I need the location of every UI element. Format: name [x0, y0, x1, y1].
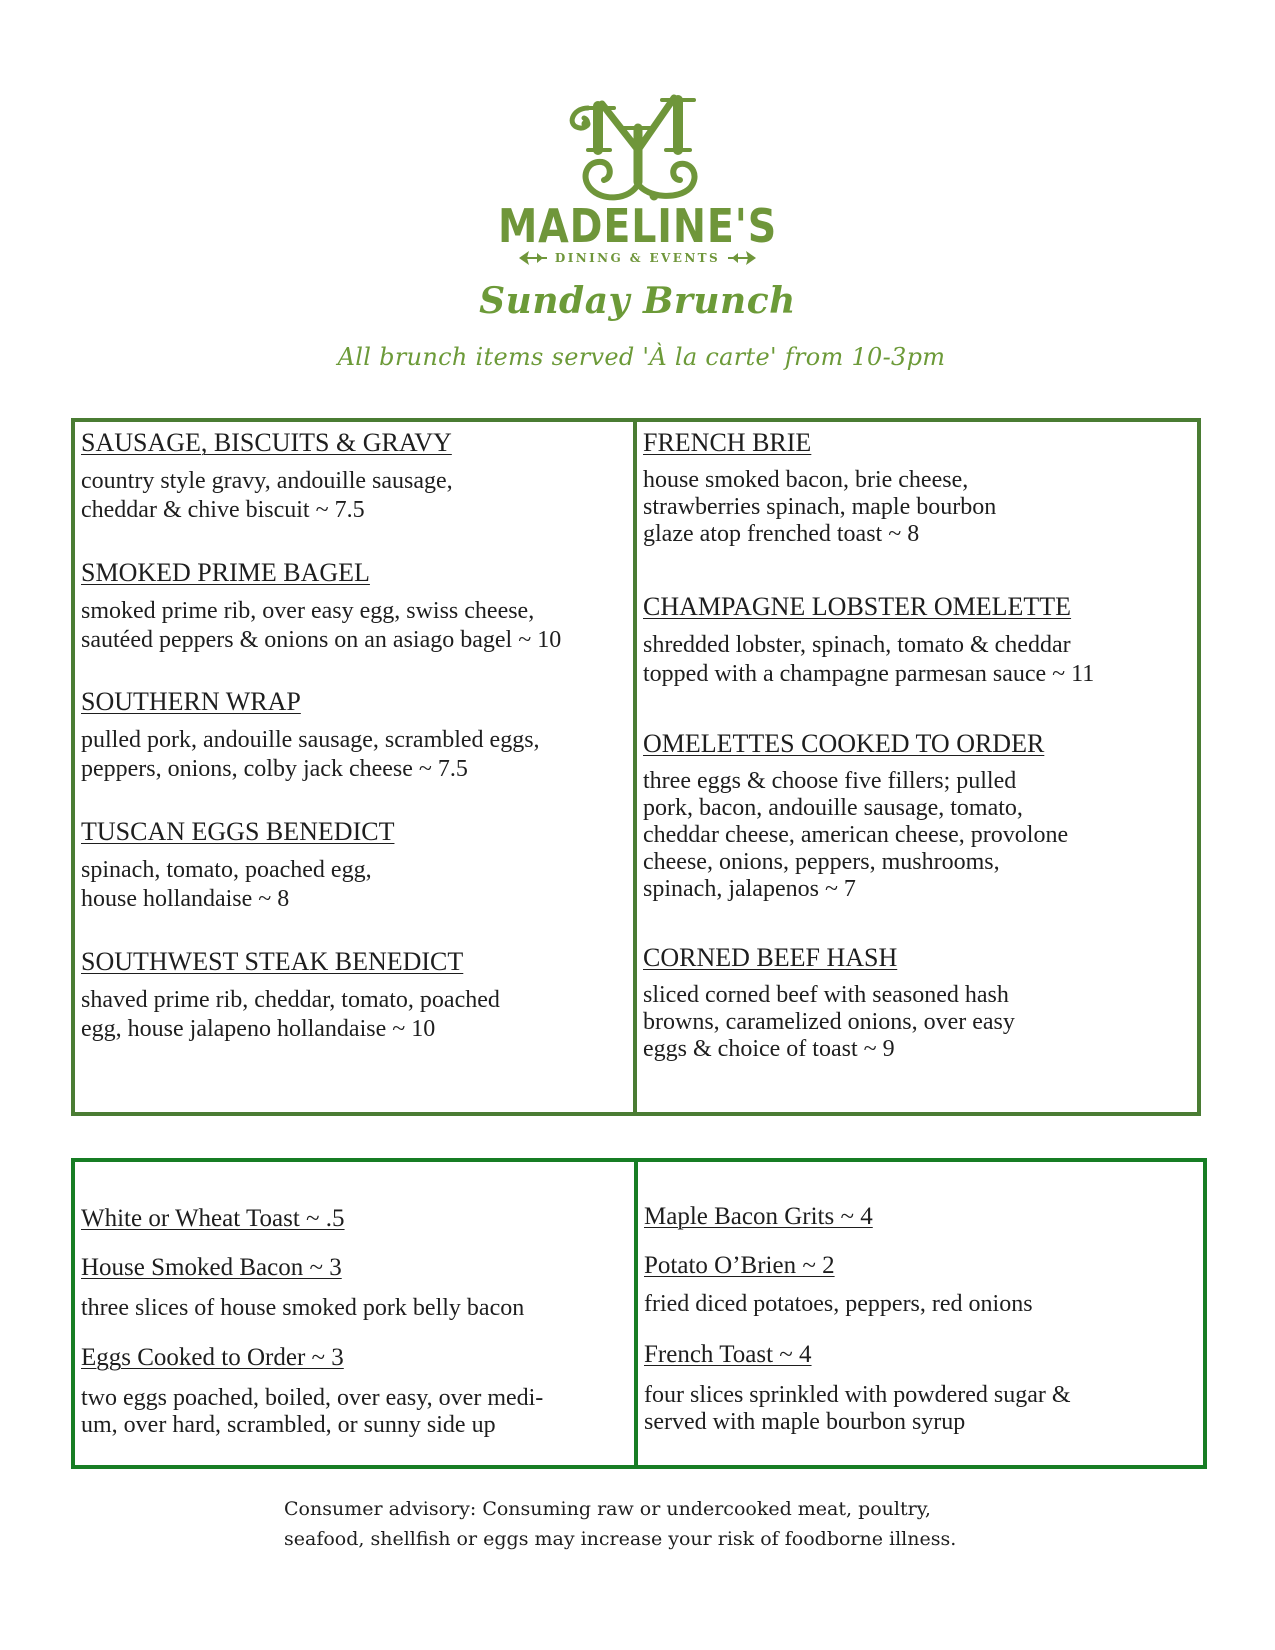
side-item-title: French Toast ~ 4	[644, 1341, 812, 1368]
side-item-description: three slices of house smoked pork belly bacon	[81, 1295, 525, 1321]
menu-item-desc-line: pulled pork, andouille sausage, scrambled eggs,	[81, 727, 540, 753]
menu-item-desc-line: spinach, tomato, poached egg,	[81, 857, 372, 883]
menu-item	[81, 428, 629, 525]
sides-column-left	[75, 1162, 638, 1465]
menu-item-desc-line: browns, caramelized onions, over easy	[643, 1009, 1015, 1035]
side-item-desc-line: four slices sprinkled with powdered sugar &	[644, 1382, 1071, 1408]
menu-item-title: CHAMPAGNE LOBSTER OMELETTE	[643, 592, 1072, 621]
advisory-line: Consumer advisory: Consuming raw or undercooked meat, poultry,	[284, 1498, 931, 1520]
side-item	[644, 1340, 1199, 1436]
menu-item	[81, 558, 629, 655]
side-item-title: Potato O’Brien ~ 2	[644, 1252, 835, 1279]
menu-item-title: TUSCAN EGGS BENEDICT	[81, 817, 395, 846]
menu-item-desc-line: shaved prime rib, cheddar, tomato, poached	[81, 987, 500, 1013]
side-item-title: Eggs Cooked to Order ~ 3	[81, 1344, 344, 1371]
side-item-desc-line: served with maple bourbon syrup	[644, 1409, 966, 1435]
main-menu-box	[71, 418, 1201, 1116]
sides-menu-box	[71, 1158, 1207, 1469]
menu-item-desc-line: sliced corned beef with seasoned hash	[643, 982, 1009, 1008]
side-item-desc-line: um, over hard, scrambled, or sunny side up	[81, 1412, 496, 1438]
menu-item	[643, 592, 1193, 689]
menu-item	[643, 428, 1193, 548]
menu-item-desc-line: pork, bacon, andouille sausage, tomato,	[643, 795, 1023, 821]
menu-item	[81, 687, 629, 784]
menu-item-title: SAUSAGE, BISCUITS & GRAVY	[81, 428, 452, 457]
menu-item-desc-line: peppers, onions, colby jack cheese ~ 7.5	[81, 756, 468, 782]
advisory-line: seafood, shellfish or eggs may increase your risk of foodborne illness.	[284, 1528, 957, 1550]
logo	[0, 88, 1275, 266]
menu-item	[81, 947, 629, 1044]
menu-item	[81, 817, 629, 914]
menu-item-title: CORNED BEEF HASH	[643, 943, 898, 972]
menu-item-desc-line: glaze atop frenched toast ~ 8	[643, 521, 920, 547]
menu-item-desc-line: topped with a champagne parmesan sauce ~ 11	[643, 661, 1095, 687]
side-item-title: White or Wheat Toast ~ .5	[81, 1205, 345, 1232]
side-item-title: House Smoked Bacon ~ 3	[81, 1254, 342, 1281]
side-item-description	[644, 1382, 1199, 1436]
arrow-right-icon	[728, 251, 756, 265]
menu-item-description	[643, 768, 1193, 903]
side-item	[644, 1202, 1199, 1232]
menu-item	[643, 729, 1193, 903]
monogram-m-logo-icon	[558, 88, 718, 206]
menu-item-desc-line: strawberries spinach, maple bourbon	[643, 494, 997, 520]
menu-item-title: OMELETTES COOKED TO ORDER	[643, 729, 1045, 758]
side-item	[81, 1253, 630, 1322]
menu-item-description	[643, 467, 1193, 548]
side-item-description: fried diced potatoes, peppers, red onions	[644, 1291, 1033, 1317]
menu-item-desc-line: cheddar cheese, american cheese, provolone	[643, 822, 1069, 848]
logo-tagline-text: DINING & EVENTS	[554, 251, 721, 265]
menu-item-title: SMOKED PRIME BAGEL	[81, 558, 370, 587]
menu-item-description	[81, 467, 629, 525]
menu-column-right	[637, 422, 1197, 1112]
menu-item-description	[81, 726, 629, 784]
menu-item-description	[643, 631, 1193, 689]
menu-item-desc-line: three eggs & choose five fillers; pulled	[643, 768, 1017, 794]
side-item-title: Maple Bacon Grits ~ 4	[644, 1203, 873, 1230]
menu-item-desc-line: country style gravy, andouille sausage,	[81, 468, 453, 494]
side-item	[644, 1251, 1199, 1318]
menu-item-desc-line: spinach, jalapenos ~ 7	[643, 876, 856, 902]
menu-item-desc-line: cheddar & chive biscuit ~ 7.5	[81, 497, 365, 523]
side-item-description	[81, 1385, 630, 1439]
menu-item-title: SOUTHWEST STEAK BENEDICT	[81, 947, 464, 976]
menu-item-desc-line: smoked prime rib, over easy egg, swiss cheese,	[81, 598, 535, 624]
side-item	[81, 1343, 630, 1439]
menu-item	[643, 943, 1193, 1063]
menu-item-desc-line: sautéed peppers & onions on an asiago bagel ~ 10	[81, 627, 562, 653]
menu-column-left	[75, 422, 637, 1112]
menu-item-description	[81, 986, 629, 1044]
menu-item-desc-line: cheese, onions, peppers, mushrooms,	[643, 849, 1000, 875]
menu-item-title: SOUTHERN WRAP	[81, 687, 301, 716]
sides-column-right	[638, 1162, 1203, 1465]
menu-item-description	[81, 597, 629, 655]
logo-wordmark: MADELINE'S	[497, 199, 778, 253]
consumer-advisory	[284, 1494, 1044, 1554]
menu-item-desc-line: house smoked bacon, brie cheese,	[643, 467, 969, 493]
menu-item-desc-line: shredded lobster, spinach, tomato & cheddar	[643, 632, 1071, 658]
menu-item-desc-line: eggs & choice of toast ~ 9	[643, 1036, 895, 1062]
menu-item-desc-line: house hollandaise ~ 8	[81, 886, 290, 912]
arrow-left-icon	[519, 251, 547, 265]
menu-item-description	[643, 982, 1193, 1063]
side-item-desc-line: two eggs poached, boiled, over easy, over medi-	[81, 1385, 544, 1411]
side-item	[81, 1204, 630, 1234]
page-subtitle: All brunch items served 'À la carte' from 10-3pm	[337, 343, 946, 371]
menu-item-desc-line: egg, house jalapeno hollandaise ~ 10	[81, 1016, 436, 1042]
menu-item-title: FRENCH BRIE	[643, 428, 812, 457]
page-title: Sunday Brunch	[479, 280, 796, 322]
menu-item-description	[81, 856, 629, 914]
